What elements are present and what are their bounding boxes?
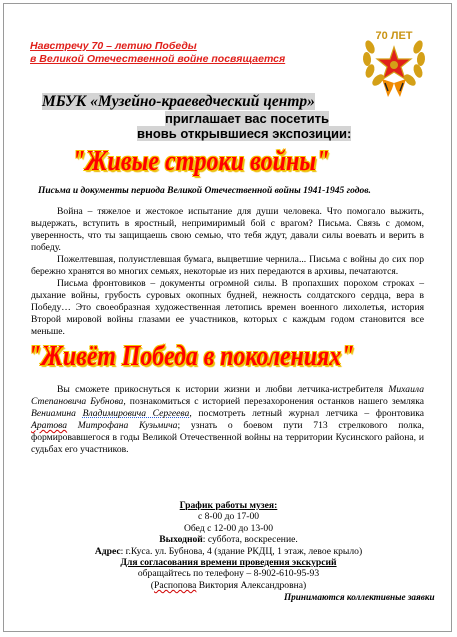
st-george-ribbon-icon <box>382 79 406 97</box>
victory-70-emblem <box>358 17 430 99</box>
exhibition-subtitle-1: Письма и документы периода Великой Отечественной войны 1941-1945 годов. <box>38 186 371 196</box>
schedule-lunch: Обед с 12-00 до 13-00 <box>184 522 273 534</box>
exhibition-2-description <box>31 384 424 456</box>
organization-name <box>42 93 332 111</box>
contact-person: (Распопова Виктория Александровна) <box>150 579 307 591</box>
hero-name-bubnov: Михаила Степановича Бубнова, <box>31 384 424 407</box>
invitation-line-2: вновь открывшиеся экспозиции: <box>137 126 352 141</box>
emblem-label: 70 ЛЕТ <box>375 30 413 42</box>
schedule-hours: с 8-00 до 17-00 <box>197 511 260 523</box>
exhibition-title-2: "Живёт Победа в поколениях" <box>28 340 355 372</box>
hero-name-aratov: Аратова Митрофана Кузьмича <box>31 420 178 431</box>
excursion-heading: Для согласования времени проведения экскурсий <box>120 557 337 569</box>
organization-name-text: МБУК «Музейно-краеведческий центр» <box>42 93 315 110</box>
hero-name-sergeev: Вениамина Владимировича Сергеева, <box>31 408 192 419</box>
paragraph: Пожелтевшая, полуистлевшая бумага, выцветшие чернила... Письма с войны до сих пор бережно хранятся во многих семьях, некоторые из них передаются в архивы, печатаются. <box>31 254 424 277</box>
dedication-line-2: в Великой Отечественной войне посвящается <box>30 53 286 65</box>
schedule-heading: График работы музея: <box>179 500 278 511</box>
exhibition-1-description <box>31 206 424 338</box>
address: Адрес: г.Куса. ул. Бубнова, 4 (здание РКДЦ, 1 этаж, левое крыло) <box>94 545 363 557</box>
exhibition-title-1: "Живые строки войны" <box>72 146 330 177</box>
dedication-text <box>30 40 285 66</box>
paragraph: Письма фронтовиков – документы огромной силы. В пропахших порохом строках – дыхание войны, грубость суровых окопных будней, нежность солдатского сердца, вера в Победу… Это своеобразная художественная летопись времен военного лихолетья, история Второй мировой войны глазами ее участников, которых с каждым годом становится все меньше. <box>31 278 424 337</box>
contact-phone: обращайтесь по телефону – 8-902-610-95-93 <box>137 568 320 580</box>
museum-schedule <box>0 500 457 591</box>
group-requests-note: Принимаются коллективные заявки <box>284 592 435 602</box>
dedication-line-1: Навстречу 70 – летию Победы <box>30 40 197 52</box>
invitation-line-1: приглашает вас посетить <box>165 111 329 126</box>
schedule-days-off: Выходной: суббота, воскресение. <box>159 534 298 546</box>
paragraph: Вы сможете прикоснуться к истории жизни и любви летчика-истребителя Михаила Степановича Бубнова, познакомиться с историей перезахоронения останков нашего земляка Вениамина Владимировича Сергеева, посмотреть летный журнал летчика – фронтовика Аратова Митрофана Кузьмича; узнать о боевом пути 713 стрелкового полка, формировавшегося в годы Великой Отечественной войны на территории Кусинского района, и судьбах его участников. <box>31 384 424 455</box>
paragraph: Война – тяжелое и жестокое испытание для души человека. Что помогало выжить, выдержать, вступить в яростный, непримиримый бой с врагом? Письма. Связь с домом, уверенность, что ты защищаешь свою семью, что тебя ждут, давали силы воевать и верить в победу. <box>31 206 424 253</box>
